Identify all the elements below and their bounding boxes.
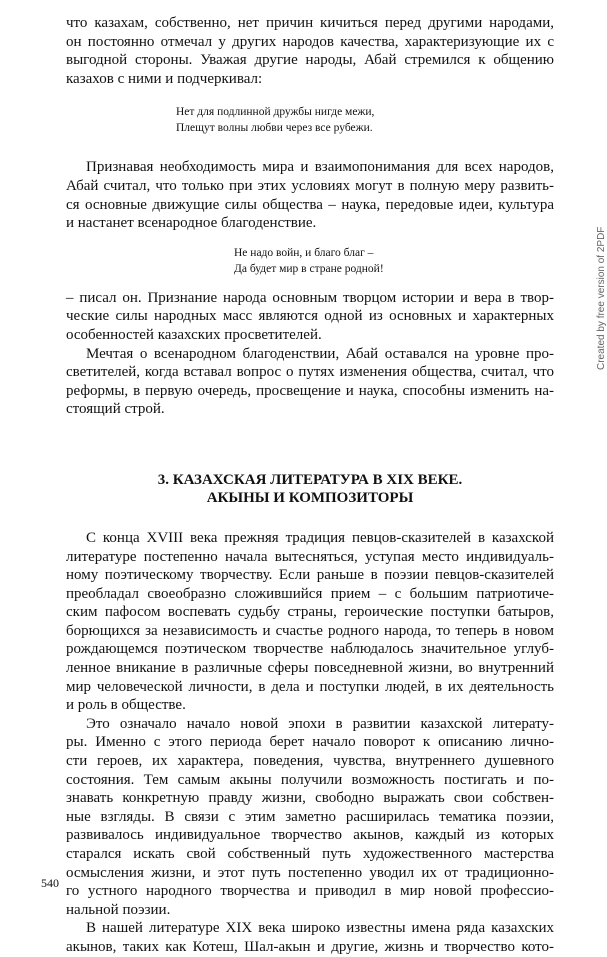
- text-line: литературе постепенно начала вытесняться, уступая место индивидуаль-: [66, 548, 554, 565]
- paragraph-4: [66, 345, 554, 419]
- text-line: выгодной стороны. Уважая другие народы, Абай стремился к общению: [66, 52, 554, 69]
- text-line: ским пафосом воспевать судьбу страны, героические поступки батыров,: [66, 604, 554, 621]
- text-line: акынов, таких как Котеш, Шал-акын и другие, жизнь и творчество кото-: [66, 938, 554, 955]
- text-line: ному поэтическому творчеству. Если раньше в поэзии певцов-сказителей: [66, 567, 554, 584]
- paragraph-5: [66, 529, 554, 715]
- text-line: осмысления жизни, и этот путь постепенно уводил их от традиционно-: [66, 864, 554, 881]
- text-line: мир человеческой личности, в дела и поступки людей, в их деятельность: [66, 678, 554, 695]
- paragraph-2: [66, 158, 554, 232]
- text-line: казахов с ними и подчеркивал:: [66, 70, 263, 87]
- text-line: реформы, в первую очередь, просвещение и наука, способны изменить на-: [66, 382, 554, 399]
- text-line: развивалось индивидуальное творчество акынов, каждый из которых: [66, 827, 554, 844]
- verse-line: Плещут волны любви через все рубежи.: [176, 122, 373, 135]
- text-line: нальной поэзии.: [66, 901, 171, 918]
- text-line: – писал он. Признание народа основным творцом истории и вера в твор-: [66, 289, 554, 306]
- heading-line: 3. КАЗАХСКАЯ ЛИТЕРАТУРА В XIX ВЕКЕ.: [157, 471, 463, 488]
- text-line: Мечтая о всенародном благоденствии, Абай оставался на уровне про-: [86, 345, 554, 362]
- text-line: ся основные движущие силы общества – наука, передовые идеи, культура: [66, 196, 554, 213]
- paragraph-6: [66, 715, 554, 920]
- page-number: 540: [41, 876, 59, 890]
- verse-line: Да будет мир в стране родной!: [234, 262, 384, 275]
- text-line: что казахам, собственно, нет причин кичиться перед другими народами,: [66, 15, 554, 31]
- text-line: С конца XVIII века прежняя традиция певцов-сказителей в казахской: [86, 529, 554, 546]
- text-line: Признавая необходимость мира и взаимопонимания для всех народов,: [86, 159, 554, 176]
- text-line: и роль в обществе.: [66, 697, 186, 714]
- text-line: борющихся за независимость и счастье родного народа, то теперь в новом: [66, 622, 554, 639]
- text-line: он постоянно отмечал у других народов качества, характеризующие их с: [66, 33, 554, 50]
- watermark-text: Created by free version of 2PDF: [596, 226, 607, 370]
- text-line: состояния. Тем самым акыны получили возможность постигать и по-: [66, 771, 554, 788]
- text-line: преобладал своеобразно сложившийся прием – с большим патриотиче-: [66, 585, 554, 602]
- paragraph-1: [66, 14, 554, 88]
- text-line: ные взгляды. В связи с этим заметно расширилась тематика поэзии,: [66, 808, 554, 825]
- watermark: [584, 210, 607, 370]
- text-line: рождающемся поэтическом творчестве наблюдалось значительное углуб-: [66, 641, 554, 658]
- page-body: [66, 14, 554, 957]
- text-line: и настанет всенародное благоденствие.: [66, 215, 317, 232]
- verse-line: Нет для подлинной дружбы нигде межи,: [176, 106, 375, 119]
- heading-line: АКЫНЫ И КОМПОЗИТОРЫ: [206, 489, 414, 506]
- text-line: В нашей литературе XIX века широко известны имена ряда казахских: [86, 920, 554, 937]
- text-line: ры. Именно с этого периода берет начало поворот к описанию лично-: [66, 734, 554, 751]
- paragraph-3: [66, 289, 554, 345]
- section-heading: [66, 471, 554, 507]
- text-line: сти героев, их характера, поведения, чувства, внутреннего душевного: [66, 753, 554, 770]
- text-line: старался искать свой собственный путь художественного мастерства: [66, 846, 554, 862]
- text-line: особенностей казахских просветителей.: [66, 326, 322, 343]
- text-line: стоящий строй.: [66, 401, 165, 418]
- paragraph-7: [66, 919, 554, 956]
- verse-line: Не надо войн, и благо благ –: [234, 246, 374, 259]
- text-line: знавать конкретную правду жизни, свободно выражать свои собствен-: [66, 790, 554, 807]
- text-line: светителей, когда вставал вопрос о путях изменения общества, считал, что: [66, 364, 554, 381]
- text-line: Это означало начало новой эпохи в развитии казахской литерату-: [86, 715, 554, 732]
- text-line: го устного народного творчества и приводил в мир новой профессио-: [66, 883, 554, 900]
- verse-2: [234, 245, 554, 277]
- text-line: ческие силы народных масс являются одной из основных и характерных: [66, 308, 554, 325]
- text-line: ленное вникание в различные сферы повседневной жизни, во внутренний: [66, 660, 554, 677]
- text-line: Абай считал, что только при этих условиях могут в полную меру развить-: [66, 177, 554, 194]
- verse-1: [176, 104, 554, 136]
